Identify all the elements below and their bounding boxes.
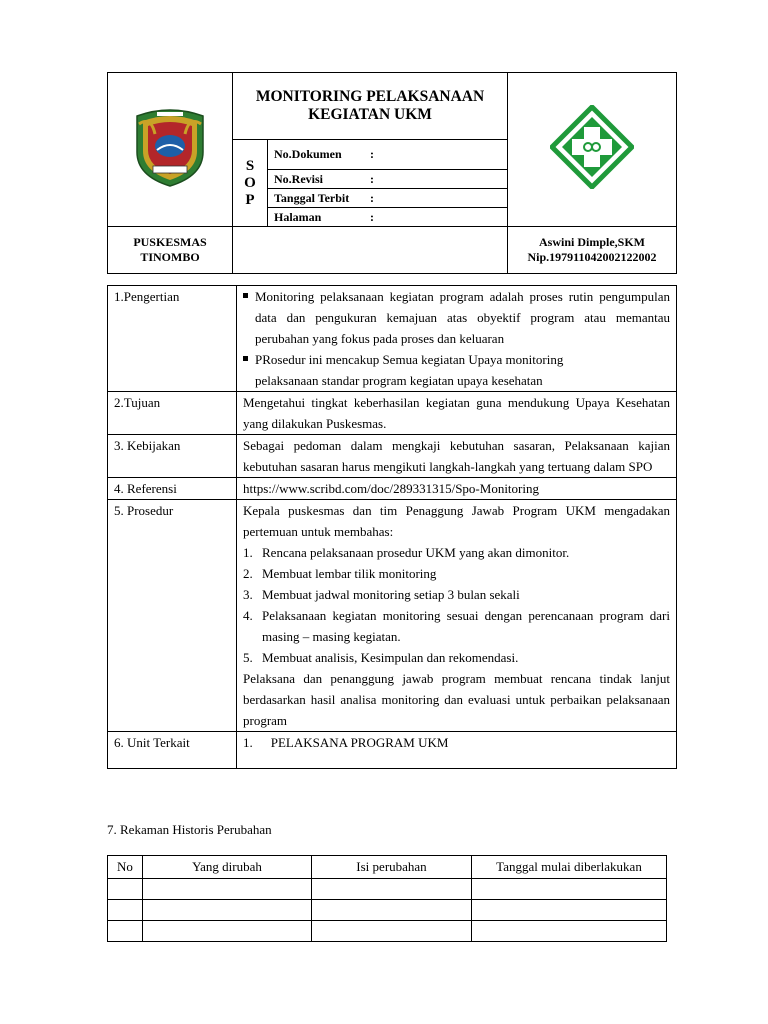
history-cell xyxy=(108,921,143,942)
org-name-line2: TINOMBO xyxy=(140,250,200,264)
procedure-outro: Pelaksana dan penanggung jawab program membuat rencana tindak lanjut berdasarkan hasil analisa monitoring dan evaluasi untuk perbaikan pelaksanaan program xyxy=(243,671,670,728)
procedure-step xyxy=(243,647,670,668)
bullet-item: PRosedur ini mencakup Semua kegiatan Upaya monitoring xyxy=(243,349,670,370)
history-cell xyxy=(312,921,472,942)
procedure-step xyxy=(243,584,670,605)
section-content xyxy=(237,732,677,769)
document-title-cell xyxy=(233,73,508,140)
head-name: Aswini Dimple,SKM xyxy=(538,235,645,249)
history-cell xyxy=(312,900,472,921)
sop-content-table xyxy=(107,285,677,769)
left-logo-cell xyxy=(108,73,233,227)
puskesmas-cross-icon xyxy=(550,105,634,189)
sop-letter: S xyxy=(245,157,255,174)
section-label: 4. Referensi xyxy=(108,478,237,500)
step-text: Rencana pelaksanaan prosedur UKM yang akan dimonitor. xyxy=(262,545,570,560)
sop-header-table xyxy=(107,72,677,274)
reference-link: https://www.scribd.com/doc/289331315/Spo-Monitoring xyxy=(237,478,677,500)
doc-field-no-revisi xyxy=(268,170,508,189)
history-cell xyxy=(472,921,667,942)
step-text: Pelaksanaan kegiatan monitoring sesuai dengan perencanaan program dari masing – masing kegiatan. xyxy=(262,608,670,644)
step-number: 3. xyxy=(243,587,253,602)
section-label: 6. Unit Terkait xyxy=(108,732,237,769)
history-col-header: No xyxy=(108,856,143,879)
field-label: Tanggal Terbit xyxy=(274,190,350,205)
step-number: 1. xyxy=(243,545,253,560)
section-row-unit-terkait xyxy=(108,732,677,769)
history-cell xyxy=(108,879,143,900)
history-col-header: Tanggal mulai diberlakukan xyxy=(472,856,667,879)
history-cell xyxy=(143,879,312,900)
org-name-line1: PUSKESMAS xyxy=(133,235,207,249)
procedure-intro: Kepala puskesmas dan tim Penaggung Jawab Program UKM mengadakan pertemuan untuk membahas: xyxy=(243,503,670,539)
sop-label-cell xyxy=(233,140,268,227)
field-sep: : xyxy=(370,147,374,161)
history-cell xyxy=(143,900,312,921)
history-row xyxy=(108,921,667,942)
document-title-line1: MONITORING PELAKSANAAN xyxy=(255,88,485,105)
section-content xyxy=(237,500,677,732)
doc-field-halaman xyxy=(268,208,508,227)
sop-letter: P xyxy=(245,191,255,208)
head-signature-cell xyxy=(508,227,677,274)
history-table xyxy=(107,855,667,942)
step-number: 2. xyxy=(243,566,253,581)
field-sep: : xyxy=(370,209,374,224)
bullet-continuation: pelaksanaan standar program kegiatan upaya kesehatan xyxy=(255,373,543,388)
section-label: 5. Prosedur xyxy=(108,500,237,732)
field-label: No.Dokumen xyxy=(274,147,342,161)
regency-emblem-icon xyxy=(131,106,209,188)
section-label: 1.Pengertian xyxy=(108,286,237,392)
history-col-header: Yang dirubah xyxy=(143,856,312,879)
field-label: Halaman xyxy=(274,209,322,224)
doc-field-tanggal-terbit xyxy=(268,189,508,208)
organization-cell xyxy=(108,227,233,274)
procedure-step xyxy=(243,542,670,563)
unit-text: PELAKSANA PROGRAM UKM xyxy=(270,735,449,750)
section-content: Mengetahui tingkat keberhasilan kegiatan guna mendukung Upaya Kesehatan yang dilakukan Puskesmas. xyxy=(237,392,677,435)
history-cell xyxy=(143,921,312,942)
step-number: 4. xyxy=(243,608,253,623)
field-label: No.Revisi xyxy=(274,171,323,186)
history-cell xyxy=(108,900,143,921)
unit-number: 1. xyxy=(243,735,253,750)
history-header-row xyxy=(108,856,667,879)
history-cell xyxy=(472,879,667,900)
step-text: Membuat analisis, Kesimpulan dan rekomendasi. xyxy=(262,650,519,665)
document-title-line2: KEGIATAN UKM xyxy=(308,106,432,123)
step-text: Membuat jadwal monitoring setiap 3 bulan sekali xyxy=(262,587,520,602)
section-row-prosedur xyxy=(108,500,677,732)
head-nip: Nip.197911042002122002 xyxy=(527,250,657,264)
history-title: 7. Rekaman Historis Perubahan xyxy=(107,822,272,837)
right-logo-cell xyxy=(508,73,677,227)
history-cell xyxy=(472,900,667,921)
section-content: Sebagai pedoman dalam mengkaji kebutuhan sasaran, Pelaksanaan kajian kebutuhan sasaran harus mengikuti langkah-langkah yang tertuang dalam SPO xyxy=(237,435,677,478)
procedure-step xyxy=(243,563,670,584)
field-sep: : xyxy=(370,190,374,205)
procedure-step xyxy=(243,605,670,647)
sop-letter: O xyxy=(244,174,256,191)
section-row-pengertian xyxy=(108,286,677,392)
history-col-header: Isi perubahan xyxy=(312,856,472,879)
step-text: Membuat lembar tilik monitoring xyxy=(262,566,437,581)
section-label: 2.Tujuan xyxy=(108,392,237,435)
section-label: 3. Kebijakan xyxy=(108,435,237,478)
history-cell xyxy=(312,879,472,900)
section-row-tujuan xyxy=(108,392,677,435)
step-number: 5. xyxy=(243,650,253,665)
section-row-kebijakan xyxy=(108,435,677,478)
history-row xyxy=(108,900,667,921)
doc-field-no-dokumen xyxy=(268,140,508,170)
history-row xyxy=(108,879,667,900)
section-row-referensi xyxy=(108,478,677,500)
section-content xyxy=(237,286,677,392)
field-sep: : xyxy=(370,171,374,186)
blank-footer-cell xyxy=(233,227,508,274)
bullet-item: Monitoring pelaksanaan kegiatan program adalah proses rutin pengumpulan data dan pengukuran kemajuan atas obyektif program atau memantau perubahan yang fokus pada proses dan keluaran xyxy=(243,286,670,349)
